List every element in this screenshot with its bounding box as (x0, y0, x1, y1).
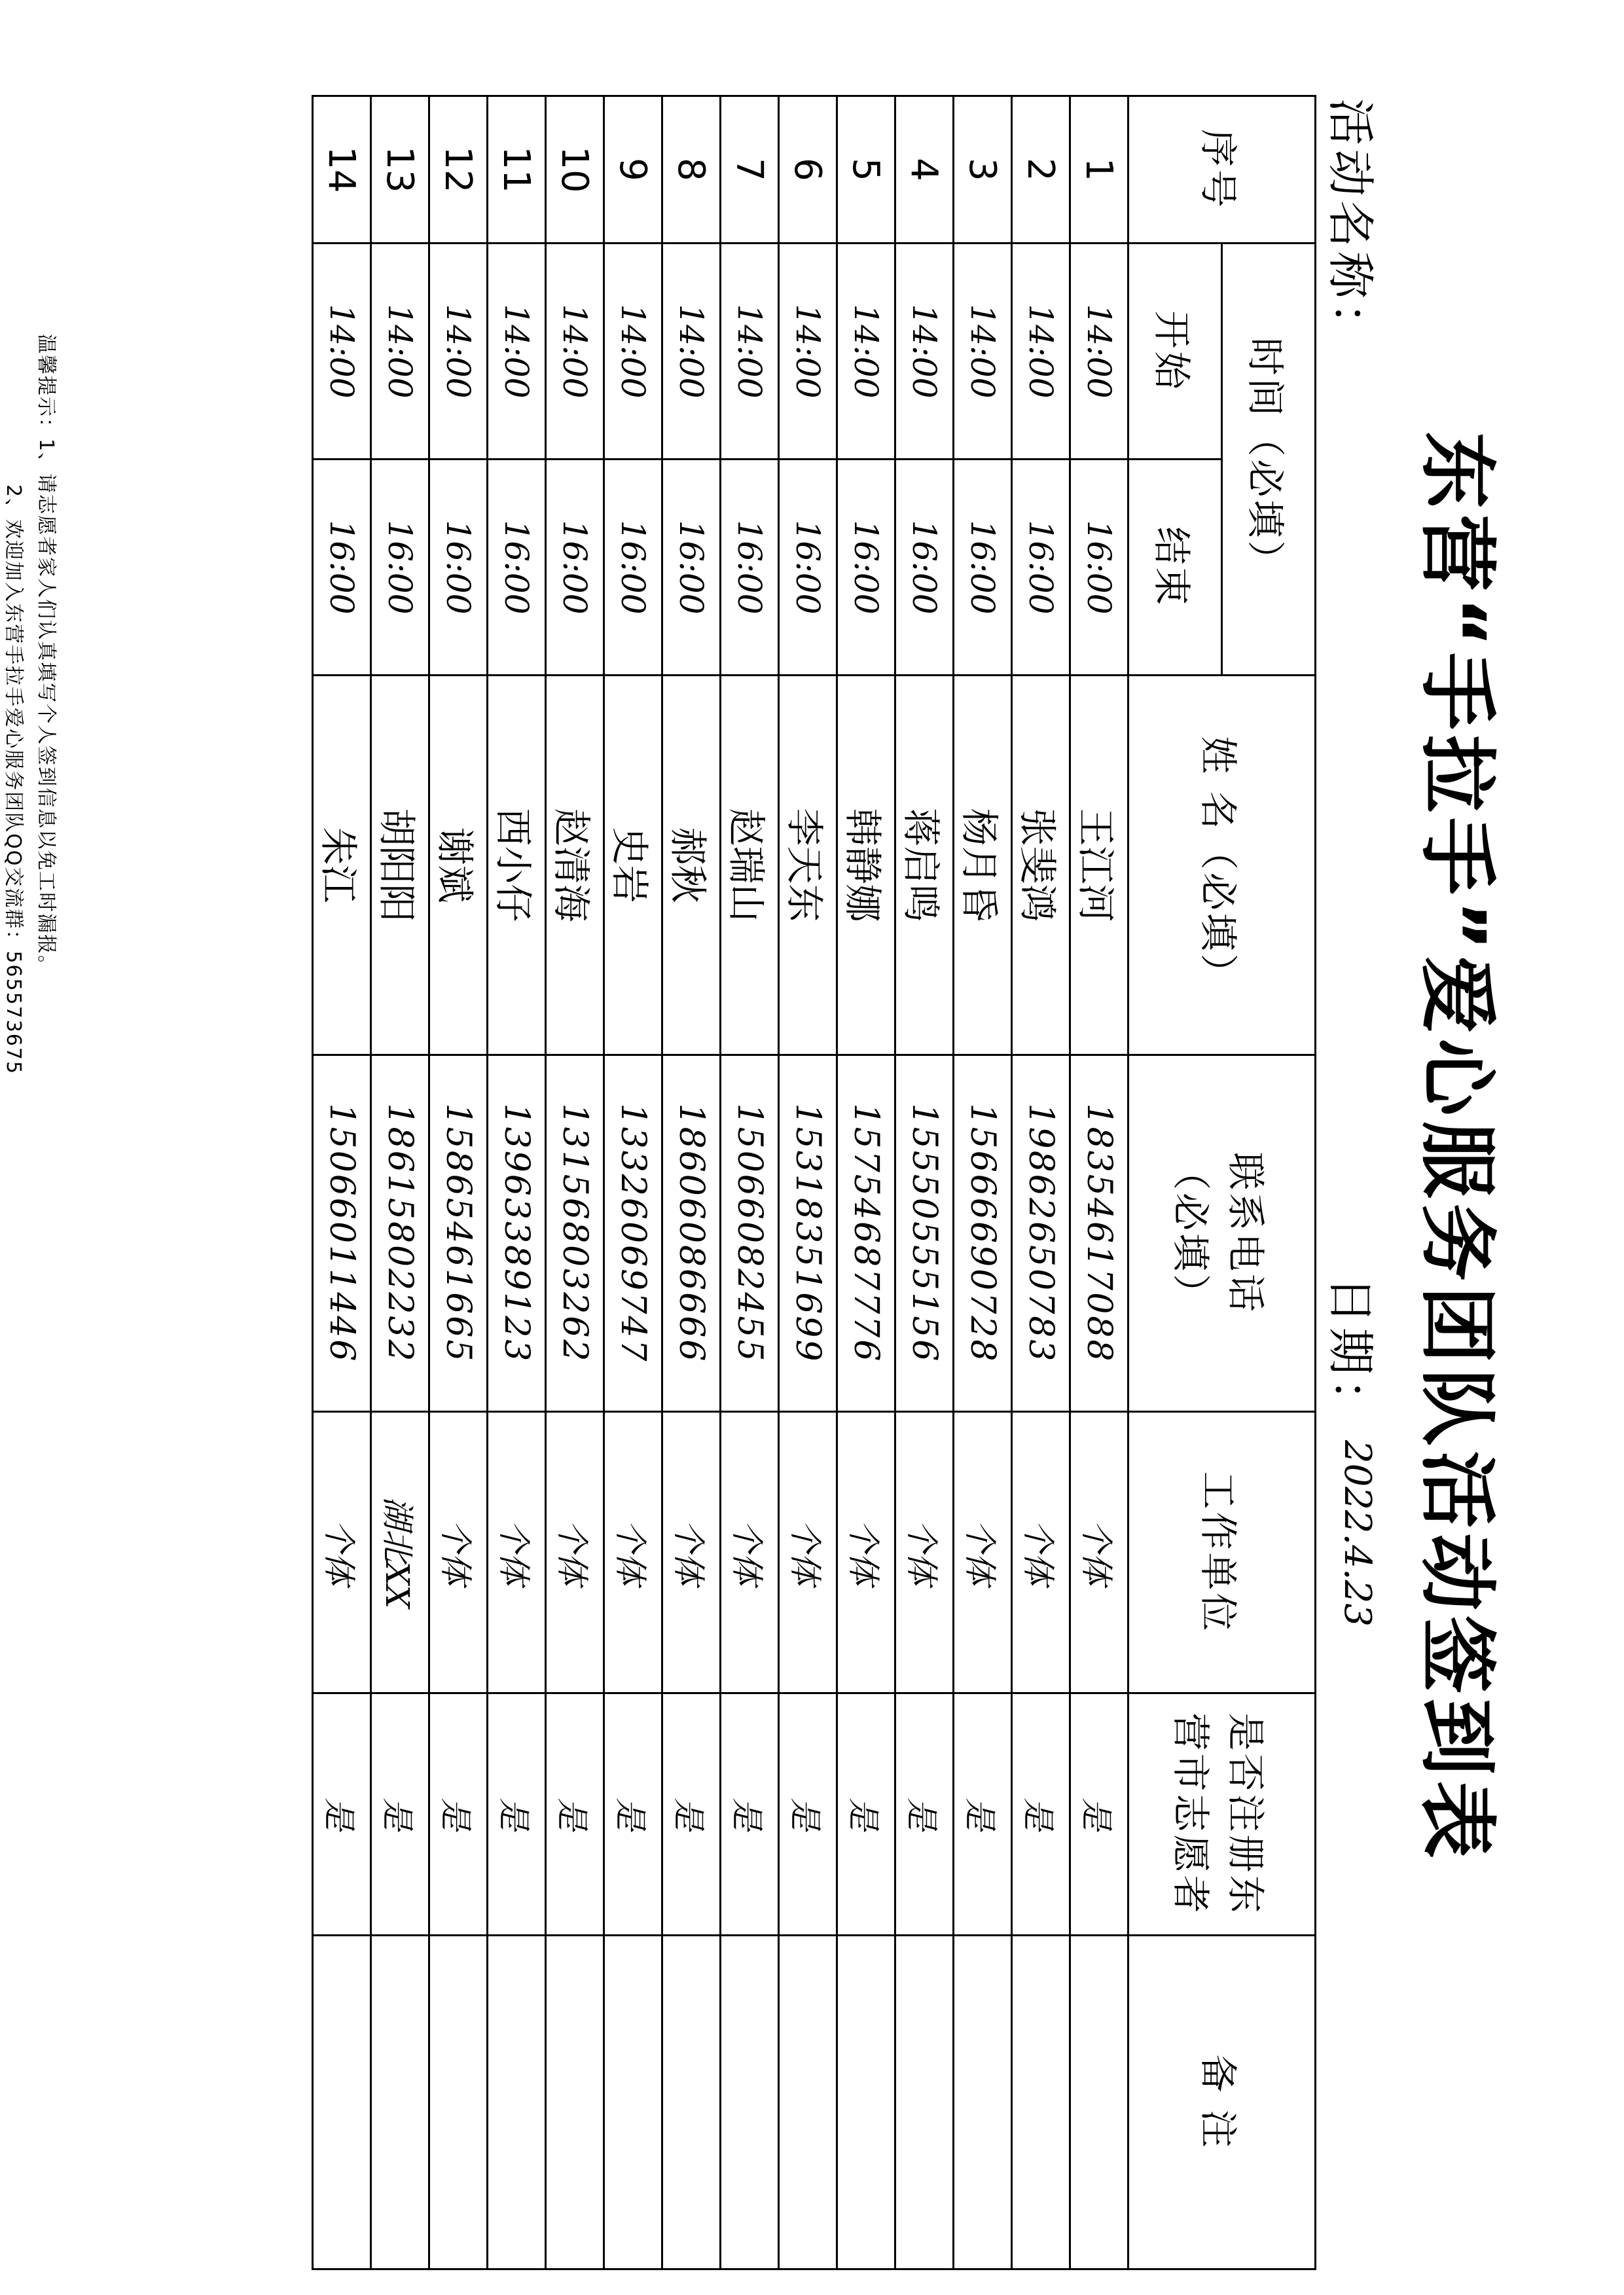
remark-cell (546, 1936, 604, 2269)
remark-cell (1070, 1936, 1128, 2269)
name-cell: 史岩 (604, 676, 662, 1055)
date-label: 日期： (1323, 1276, 1378, 1430)
phone-cell: 13156803262 (546, 1055, 604, 1412)
unit-cell: 个体 (604, 1412, 662, 1693)
table-row (954, 96, 1012, 2269)
note-1: 温馨提示：1、请志愿者家人们认真填写个人签到信息以免工时漏报。 (35, 334, 58, 977)
phone-cell: 15066011446 (313, 1055, 371, 1412)
table-row (429, 96, 488, 2269)
remark-cell (895, 1936, 954, 2269)
seq-cell: 5 (837, 96, 895, 244)
name-cell: 胡阳阳 (371, 676, 429, 1055)
phone-header-line1: 联系电话 (1223, 1152, 1269, 1315)
name-cell: 杨月昏 (954, 676, 1012, 1055)
end-time-cell: 16:00 (954, 460, 1012, 676)
remark-cell (604, 1936, 662, 2269)
registered-cell: 是 (895, 1693, 954, 1936)
start-time-cell: 14:00 (837, 244, 895, 460)
phone-cell: 18615802232 (371, 1055, 429, 1412)
end-time-cell: 16:00 (721, 460, 779, 676)
unit-cell: 个体 (1070, 1412, 1128, 1693)
phone-cell: 18354617088 (1070, 1055, 1128, 1412)
end-time-cell: 16:00 (313, 460, 371, 676)
start-time-cell: 14:00 (1012, 244, 1070, 460)
phone-cell: 15550555156 (895, 1055, 954, 1412)
start-time-cell: 14:00 (954, 244, 1012, 460)
page-title: 东营“手拉手”爱心服务团队活动签到表 (1412, 431, 1502, 1864)
remark-cell (488, 1936, 546, 2269)
table-row (779, 96, 837, 2269)
unit-cell: 个体 (1012, 1412, 1070, 1693)
end-time-cell: 16:00 (779, 460, 837, 676)
remark-cell (1012, 1936, 1070, 2269)
table-row (1012, 96, 1070, 2269)
seq-cell: 3 (954, 96, 1012, 244)
table-row (313, 96, 371, 2269)
time-header: 时间（必填） (1222, 244, 1316, 676)
end-time-cell: 16:00 (546, 460, 604, 676)
end-time-cell: 16:00 (488, 460, 546, 676)
registered-cell: 是 (779, 1693, 837, 1936)
start-time-cell: 14:00 (546, 244, 604, 460)
phone-cell: 15865461665 (429, 1055, 488, 1412)
phone-cell: 15066082455 (721, 1055, 779, 1412)
name-cell: 韩静娜 (837, 676, 895, 1055)
table-row (662, 96, 721, 2269)
name-cell: 赵瑞山 (721, 676, 779, 1055)
end-time-cell: 16:00 (895, 460, 954, 676)
seq-cell: 8 (662, 96, 721, 244)
seq-cell: 14 (313, 96, 371, 244)
unit-cell: 个体 (721, 1412, 779, 1693)
remark-cell (837, 1936, 895, 2269)
registered-header-line2: 营市志愿者 (1168, 1712, 1214, 1916)
remark-cell (371, 1936, 429, 2269)
sign-in-table (312, 95, 1316, 2270)
table-row (895, 96, 954, 2269)
table-row (1070, 96, 1128, 2269)
start-time-cell: 14:00 (662, 244, 721, 460)
remark-cell (662, 1936, 721, 2269)
start-time-cell: 14:00 (895, 244, 954, 460)
registered-cell: 是 (429, 1693, 488, 1936)
activity-name-label: 活动名称： (1323, 98, 1378, 354)
end-time-cell: 16:00 (604, 460, 662, 676)
seq-cell: 6 (779, 96, 837, 244)
unit-cell: 个体 (546, 1412, 604, 1693)
registered-cell: 是 (546, 1693, 604, 1936)
phone-header (1128, 1055, 1316, 1412)
registered-cell: 是 (954, 1693, 1012, 1936)
unit-header: 工作单位 (1128, 1412, 1316, 1693)
start-time-cell: 14:00 (429, 244, 488, 460)
name-cell: 王江河 (1070, 676, 1128, 1055)
name-cell: 西小仔 (488, 676, 546, 1055)
phone-cell: 19862650783 (1012, 1055, 1070, 1412)
name-cell: 蒋启鸣 (895, 676, 954, 1055)
unit-cell: 个体 (313, 1412, 371, 1693)
remark-cell (429, 1936, 488, 2269)
seq-cell: 12 (429, 96, 488, 244)
end-time-cell: 16:00 (371, 460, 429, 676)
name-cell: 李天东 (779, 676, 837, 1055)
remark-cell (721, 1936, 779, 2269)
start-time-cell: 14:00 (604, 244, 662, 460)
remark-cell (954, 1936, 1012, 2269)
table-row (546, 96, 604, 2269)
name-cell: 赵清海 (546, 676, 604, 1055)
name-cell: 谢斌 (429, 676, 488, 1055)
table-row (721, 96, 779, 2269)
phone-cell: 15666690728 (954, 1055, 1012, 1412)
seq-cell: 1 (1070, 96, 1128, 244)
date-value: 2022.4.23 (1336, 1440, 1379, 1627)
registered-cell: 是 (721, 1693, 779, 1936)
phone-cell: 18606086666 (662, 1055, 721, 1412)
end-time-cell: 16:00 (1012, 460, 1070, 676)
seq-header: 序号 (1128, 96, 1316, 244)
phone-header-line2: （必填） (1168, 1152, 1214, 1315)
name-header: 姓 名（必填） (1128, 676, 1316, 1055)
unit-cell: 个体 (895, 1412, 954, 1693)
start-time-cell: 14:00 (721, 244, 779, 460)
start-header: 开始 (1128, 244, 1222, 460)
name-cell: 郝秋 (662, 676, 721, 1055)
seq-cell: 2 (1012, 96, 1070, 244)
remark-cell (313, 1936, 371, 2269)
unit-cell: 个体 (954, 1412, 1012, 1693)
unit-cell: 个体 (662, 1412, 721, 1693)
registered-cell: 是 (488, 1693, 546, 1936)
table-row (371, 96, 429, 2269)
unit-cell: 个体 (488, 1412, 546, 1693)
registered-cell: 是 (1070, 1693, 1128, 1936)
end-time-cell: 16:00 (662, 460, 721, 676)
start-time-cell: 14:00 (1070, 244, 1128, 460)
registered-cell: 是 (837, 1693, 895, 1936)
seq-cell: 7 (721, 96, 779, 244)
table-body (313, 96, 1128, 2269)
phone-cell: 15754687776 (837, 1055, 895, 1412)
table-row (488, 96, 546, 2269)
seq-cell: 9 (604, 96, 662, 244)
unit-cell: 个体 (779, 1412, 837, 1693)
table-row (604, 96, 662, 2269)
name-cell: 朱江 (313, 676, 371, 1055)
registered-cell: 是 (604, 1693, 662, 1936)
registered-cell: 是 (662, 1693, 721, 1936)
seq-cell: 13 (371, 96, 429, 244)
start-time-cell: 14:00 (779, 244, 837, 460)
note-2: 2、欢迎加入东营手拉手爱心服务团队QQ交流群：565573675 (2, 484, 25, 1075)
name-cell: 张斐鸿 (1012, 676, 1070, 1055)
start-time-cell: 14:00 (488, 244, 546, 460)
end-time-cell: 16:00 (429, 460, 488, 676)
table-row (837, 96, 895, 2269)
phone-cell: 13326069747 (604, 1055, 662, 1412)
seq-cell: 10 (546, 96, 604, 244)
phone-cell: 15318351699 (779, 1055, 837, 1412)
unit-cell: 湖北XX (371, 1412, 429, 1693)
unit-cell: 个体 (837, 1412, 895, 1693)
start-time-cell: 14:00 (313, 244, 371, 460)
header-row-1 (1222, 96, 1316, 2269)
phone-cell: 13963389123 (488, 1055, 546, 1412)
registered-header-line1: 是否注册东 (1223, 1712, 1269, 1916)
registered-header (1128, 1693, 1316, 1936)
end-time-cell: 16:00 (837, 460, 895, 676)
seq-cell: 4 (895, 96, 954, 244)
seq-cell: 11 (488, 96, 546, 244)
remark-header: 备 注 (1128, 1936, 1316, 2269)
registered-cell: 是 (1012, 1693, 1070, 1936)
start-time-cell: 14:00 (371, 244, 429, 460)
end-header: 结束 (1128, 460, 1222, 676)
remark-cell (779, 1936, 837, 2269)
unit-cell: 个体 (429, 1412, 488, 1693)
end-time-cell: 16:00 (1070, 460, 1128, 676)
registered-cell: 是 (313, 1693, 371, 1936)
registered-cell: 是 (371, 1693, 429, 1936)
